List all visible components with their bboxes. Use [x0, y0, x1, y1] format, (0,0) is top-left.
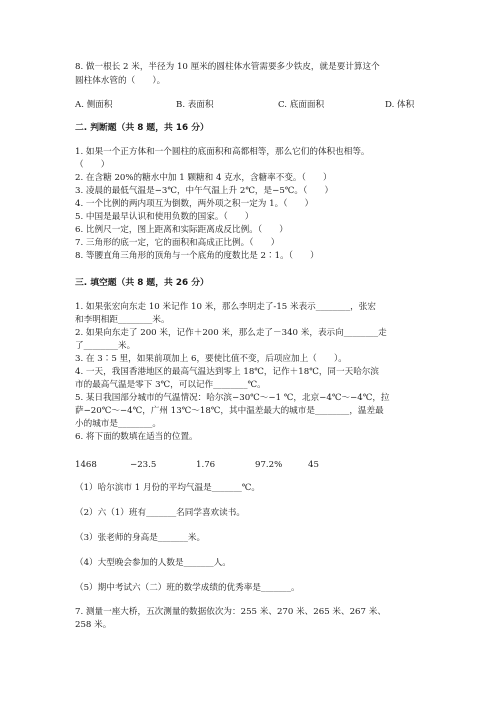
judge-item-5: 5. 中国是最早认识和使用负数的国家。（ ） [75, 212, 254, 222]
section-2-title: 二. 判断题（共 8 题，共 16 分） [75, 123, 209, 133]
number-2: −23.5 [130, 460, 157, 470]
fill-q7-line1: 7. 测量一座大桥，五次测量的数据依次为：255 米、270 米、265 米、267 米、 [75, 607, 386, 617]
judge-item-1-bracket: （ ） [75, 160, 110, 170]
fill-q3: 3. 在 3∶5 里，如果前项加上 6，要使比值不变，后项应加上（ ）。 [75, 354, 347, 364]
fill-q2-line2: 了________米。 [75, 341, 136, 351]
number-3: 1.76 [196, 460, 216, 470]
fill-q6: 6. 将下面的数填在适当的位置。 [75, 432, 198, 442]
q8-option-b: B. 表面积 [176, 100, 214, 110]
fill-q4-line1: 4. 一天，我国香港地区的最高气温达到零上 18℃，记作＋18℃，同一天哈尔滨 [75, 367, 379, 377]
judge-item-3: 3. 凌晨的最低气温是−3℃，中午气温上升 2℃，是−5℃。（ ） [75, 186, 334, 196]
fill-q2-line1: 2. 如果向东走了 200 米，记作＋200 米，那么走了－340 米，表示向________走 [75, 328, 387, 338]
q8-option-a: A. 侧面积 [75, 100, 113, 110]
fill-q1-line1: 1. 如果张宏向东走 10 米记作 10 米，那么李明走了-15 米表示________，张宏 [75, 302, 376, 312]
judge-item-8: 8. 等腰直角三角形的顶角与一个底角的度数比是 2∶1。（ ） [75, 251, 319, 261]
judge-item-7: 7. 三角形的底一定，它的面积和高成正比例。（ ） [75, 238, 280, 248]
q8-text-line1: 8. 做一根长 2 米，半径为 10 厘米的圆柱体水管需要多少铁皮，就是要计算这个 [75, 62, 380, 72]
fill-q6-sub-5: （5）期中考试六（二）班的数学成绩的优秀率是_______。 [75, 583, 300, 593]
q8-text-line2: 圆柱体水管的（ ）。 [75, 76, 166, 86]
fill-q5-line1: 5. 某日我国部分城市的气温情况：哈尔滨−30℃～−1 ℃，北京−4℃～−4℃，拉 [75, 393, 390, 403]
fill-q6-sub-4: （4）大型晚会参加的人数是_______人。 [75, 558, 231, 568]
fill-q1-line2: 和李明相距________米。 [75, 315, 170, 325]
fill-q6-sub-3: （3）张老师的身高是_______米。 [75, 533, 206, 543]
judge-item-2: 2. 在含糖 20%的糖水中加 1 颗糖和 4 克水，含糖率不变。（ ） [75, 173, 332, 183]
fill-q5-line3: 小的城市是________。 [75, 419, 161, 429]
judge-item-6: 6. 比例尺一定，图上距离和实际距离成反比例。（ ） [75, 225, 288, 235]
q8-option-c: C. 底面面积 [278, 100, 325, 110]
fill-q7-line2: 258 米。 [75, 620, 112, 630]
fill-q5-line2: 萨−20℃～−4℃，广州 13℃～18℃，其中温差最大的城市是________，温差最 [75, 406, 384, 416]
fill-q6-sub-1: （1）哈尔滨市 1 月份的平均气温是_______℃。 [75, 483, 260, 493]
judge-item-4: 4. 一个比例的两内项互为倒数，两外项之积一定为 1。（ ） [75, 199, 314, 209]
number-5: 45 [308, 460, 319, 470]
number-1: 1468 [75, 460, 97, 470]
fill-q4-line2: 市的最高气温是零下 3℃，可以记作________℃。 [75, 380, 266, 390]
fill-q6-sub-2: （2）六（1）班有_______名同学喜欢读书。 [75, 508, 245, 518]
judge-item-1: 1. 如果一个正方体和一个圆柱的底面积和高都相等，那么它们的体积也相等。 [75, 147, 370, 157]
section-3-title: 三. 填空题（共 8 题，共 26 分） [75, 278, 209, 288]
q8-option-d: D. 体积 [385, 100, 415, 110]
number-4: 97.2% [255, 460, 283, 470]
